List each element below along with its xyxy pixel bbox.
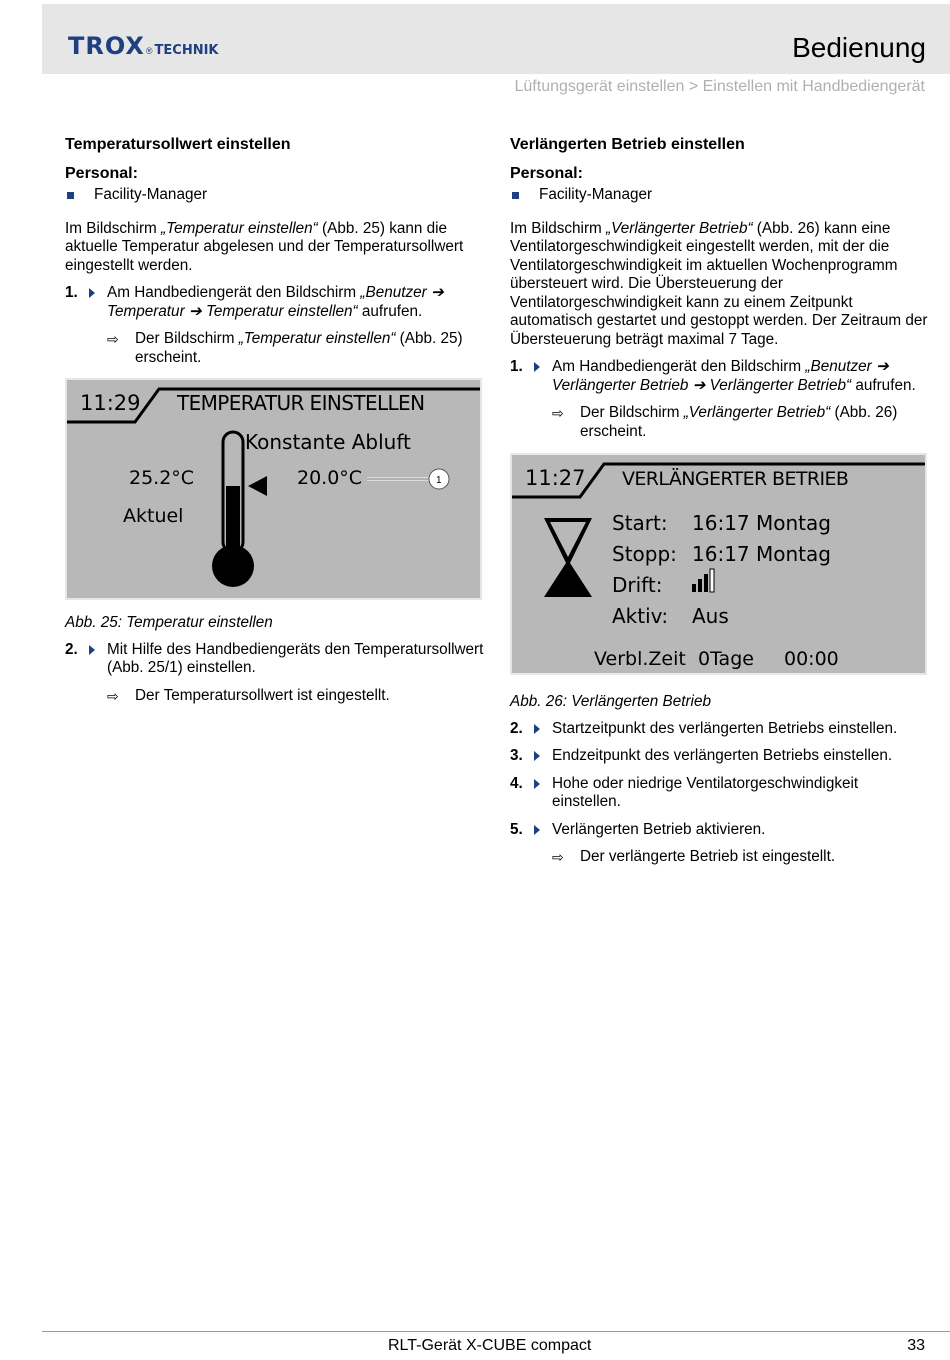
remaining-time: 00:00 <box>784 648 839 670</box>
step-triangle-icon <box>89 645 95 655</box>
setpoint-marker-icon <box>248 476 267 496</box>
left-result-2 <box>107 687 485 706</box>
extended-screen-svg <box>512 455 925 673</box>
step-triangle-icon <box>534 825 540 835</box>
step-text: Am Handbediengerät den Bildschirm „Benutzer ➔ Temperatur ➔ Temperatur einstellen“ aufrufen. <box>107 284 444 320</box>
screen-time: 11:29 <box>80 391 141 415</box>
thermometer-icon <box>212 432 254 587</box>
step-number: 2. <box>65 640 78 658</box>
result-text: Der verlängerte Betrieb ist eingestellt. <box>580 848 836 865</box>
trox-logo <box>68 32 219 60</box>
step-number: 5. <box>510 820 523 838</box>
left-personal-item <box>65 186 485 205</box>
right-step-3 <box>510 747 930 766</box>
step-number: 2. <box>510 719 523 737</box>
screen-setpoint: 20.0°C <box>297 467 363 489</box>
section-title: Bedienung <box>792 32 926 63</box>
remaining-label: Verbl.Zeit <box>594 648 686 670</box>
left-personal-label: Personal: <box>65 164 138 182</box>
step-triangle-icon <box>534 751 540 761</box>
bullet-square-icon <box>67 192 74 199</box>
callout-number: 1 <box>436 475 442 486</box>
right-result-1 <box>552 404 930 441</box>
footer-divider <box>42 1331 950 1332</box>
page-header <box>42 4 950 74</box>
left-personal-text: Facility-Manager <box>94 186 208 203</box>
step-text: Mit Hilfe des Handbediengeräts den Temperatursollwert (Abb. 25/1) einstellen. <box>107 640 484 676</box>
left-result-1 <box>107 330 485 367</box>
left-caption: Abb. 25: Temperatur einstellen <box>65 614 273 631</box>
step-number: 3. <box>510 747 523 764</box>
right-heading: Verlängerten Betrieb einstellen <box>510 136 745 153</box>
left-step-1 <box>65 284 485 321</box>
result-text: Der Bildschirm „Temperatur einstellen“ (Abb. 25) erscheint. <box>135 330 463 366</box>
right-result-final <box>552 848 930 867</box>
hourglass-icon <box>544 518 592 597</box>
screen-title: VERLÄNGERTER BETRIEB <box>622 468 849 490</box>
left-intro: Im Bildschirm „Temperatur einstellen“ (Abb. 25) kann die aktuelle Temperatur abgelesen und der Temperatursollwert eingestellt werden. <box>65 219 464 274</box>
bullet-square-icon <box>512 192 519 199</box>
right-step-1 <box>510 358 930 395</box>
right-column <box>510 136 930 877</box>
left-step-2 <box>65 641 485 678</box>
drift-label: Drift: <box>612 573 663 597</box>
stop-value: 16:17 Montag <box>692 542 831 566</box>
result-arrow-icon: ⇨ <box>107 687 119 704</box>
screen-current-temp: 25.2°C <box>129 467 195 489</box>
footer-page-number: 33 <box>907 1337 925 1354</box>
temperature-screen-svg <box>67 380 480 598</box>
step-number: 1. <box>510 358 523 375</box>
temperature-screen-figure <box>65 378 482 600</box>
right-steps-list <box>510 720 930 840</box>
result-text: Der Temperatursollwert ist eingestellt. <box>135 686 390 704</box>
result-arrow-icon: ⇨ <box>552 405 564 421</box>
result-text: Der Bildschirm „Verlängerter Betrieb“ (Abb. 26) erscheint. <box>580 404 898 440</box>
step-number: 1. <box>65 284 78 301</box>
screen-title: TEMPERATUR EINSTELLEN <box>177 391 425 415</box>
right-personal-label: Personal: <box>510 164 583 182</box>
start-label: Start: <box>612 511 668 535</box>
right-step-4 <box>510 775 930 812</box>
stop-label: Stopp: <box>612 542 677 566</box>
screen-time: 11:27 <box>525 466 586 490</box>
screen-mode: Konstante Abluft <box>245 430 411 454</box>
step-text: Am Handbediengerät den Bildschirm „Benutzer ➔ Verlängerter Betrieb ➔ Verlängerter Betrieb“ aufrufen. <box>552 358 916 394</box>
right-step-2 <box>510 720 930 739</box>
active-label: Aktiv: <box>612 604 669 628</box>
result-arrow-icon: ⇨ <box>552 849 564 865</box>
right-caption: Abb. 26: Verlängerten Betrieb <box>510 693 711 710</box>
logo-wordmark: TROX <box>68 32 145 60</box>
active-value: Aus <box>692 604 729 628</box>
start-value: 16:17 Montag <box>692 511 831 535</box>
right-personal-text: Facility-Manager <box>539 186 653 203</box>
step-triangle-icon <box>534 779 540 789</box>
fan-speed-bars-icon <box>692 569 714 592</box>
left-heading: Temperatursollwert einstellen <box>65 136 291 153</box>
right-intro: Im Bildschirm „Verlängerter Betrieb“ (Abb. 26) kann eine Ventilatorgeschwindigkeit eingestellt werden, mit der die Ventilatorgeschwindigkeit im aktuellen Wochenprogramm übersteuert wird. Die Übersteuerung der Ventilatorgeschwindigkeit kann zu einem Zeitpunkt automatisch gestartet und gestoppt werden. Der Zeitraum der Übersteuerung beträgt maximal 7 Tage. <box>510 219 928 348</box>
footer-document-title: RLT-Gerät X-CUBE compact <box>388 1337 592 1354</box>
result-arrow-icon: ⇨ <box>107 331 119 347</box>
breadcrumb: Lüftungsgerät einstellen > Einstellen mit Handbediengerät <box>514 78 925 95</box>
screen-current-label: Aktuel <box>123 505 184 527</box>
right-personal-item <box>510 186 930 205</box>
step-text: Endzeitpunkt des verlängerten Betriebs einstellen. <box>552 747 893 764</box>
extended-operation-screen-figure <box>510 453 927 675</box>
step-text: Verlängerten Betrieb aktivieren. <box>552 820 766 838</box>
step-number: 4. <box>510 774 523 792</box>
step-text: Startzeitpunkt des verlängerten Betriebs einstellen. <box>552 719 898 737</box>
logo-registered-mark: ® <box>145 46 153 56</box>
left-column <box>65 136 485 715</box>
step-triangle-icon <box>534 362 540 372</box>
remaining-days: 0Tage <box>698 648 754 670</box>
step-text: Hohe oder niedrige Ventilatorgeschwindigkeit einstellen. <box>552 774 859 810</box>
right-step-5 <box>510 821 930 840</box>
logo-subtitle: TECHNIK <box>154 43 219 58</box>
step-triangle-icon <box>534 724 540 734</box>
step-triangle-icon <box>89 288 95 298</box>
